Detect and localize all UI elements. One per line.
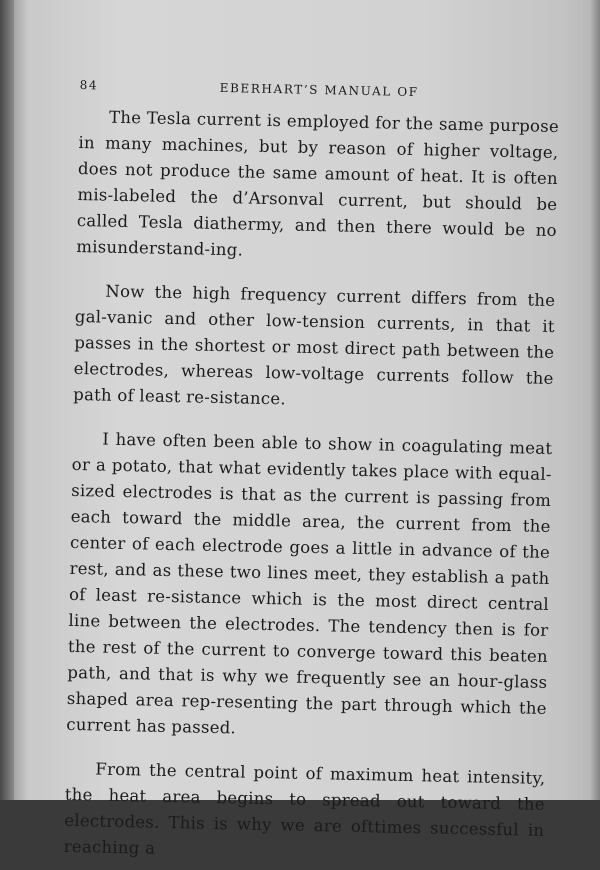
page-body	[63, 104, 559, 870]
book-page	[63, 72, 559, 870]
paragraph-tesla-current: The Tesla current is employed for the same purpose in many machines, but by reason of higher voltage, does not produce the same amount of heat. It is often mis-labeled the d’Arsonval current, but should be called Tesla diathermy, and then there would be no misunderstand-ing.	[76, 107, 560, 260]
paragraph-heat-intensity: From the central point of maximum heat intensity, the heat area begins to spread out toward the electrodes. This is why we are ofttimes successful in reaching a	[63, 759, 546, 858]
page-edge-shadow	[590, 0, 600, 800]
running-head: EBERHART’S MANUAL OF	[219, 80, 419, 100]
paragraph-high-frequency: Now the high frequency current differs from the gal-vanic and other low-tension currents, in that it passes in the shortest or most direct path between the electrodes, whereas low-voltage currents follow the path of least re-sistance.	[73, 281, 556, 409]
book-spine-shadow	[0, 0, 14, 800]
page-number: 84	[79, 77, 99, 93]
page-header	[80, 72, 560, 102]
paragraph-coagulating-meat: I have often been able to show in coagulating meat or a potato, that what evidently takes place with equal-sized electrodes is that as the current is passing from each toward the middle area, the current from the center of each electrode goes a little in advance of the rest, and as these two lines meet, they establish a path of least re-sistance which is the most direct central line between the electrodes. The tendency then is for the rest of the current to converge toward this beaten path, and that is why we frequently see an hour-glass shaped area rep-resenting the part through which the current has passed.	[66, 429, 553, 738]
